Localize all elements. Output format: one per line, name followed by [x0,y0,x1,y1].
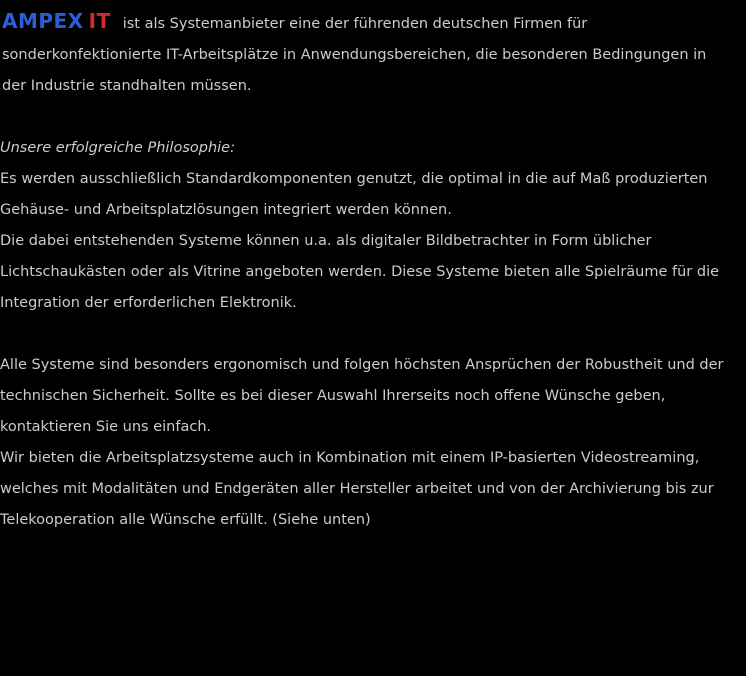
logo-ampex-text: AMPEX [2,9,84,33]
logo-it-text: IT [88,9,111,33]
paragraph-standardkomponenten: Es werden ausschließlich Standardkomponenten genutzt, die optimal in die auf Maß produzierten Gehäuse- und Arbeitsplatzlösungen integriert werden können. [0,171,708,218]
philosophy-heading: Unsere erfolgreiche Philosophie: [0,140,235,156]
spacer-2 [0,319,732,350]
ampex-it-logo [2,6,111,37]
paragraph-ergonomisch: Alle Systeme sind besonders ergonomisch und folgen höchsten Ansprüchen der Robustheit und der technischen Sicherheit. Sollte es bei dieser Auswahl Ihrerseits noch offene Wünsche geben, kontaktieren Sie uns einfach. [0,357,724,435]
lead-paragraph [0,6,732,102]
paragraph-systeme: Die dabei entstehenden Systeme können u.a. als digitaler Bildbetrachter in Form üblicher Lichtschaukästen oder als Vitrine angeboten werden. Diese Systeme bieten alle Spielräume für die Integration der erforderlichen Elektronik. [0,233,720,311]
spacer-1 [0,102,732,133]
paragraph-videostreaming: Wir bieten die Arbeitsplatzsysteme auch in Kombination mit einem IP-basierten Videostreaming, welches mit Modalitäten und Endgeräten aller Hersteller arbeitet und von der Archivierung bis zur Telekooperation alle Wünsche erfüllt. (Siehe unten) [0,450,714,528]
lead-text: ist als Systemanbieter eine der führenden deutschen Firmen für sonderkonfektionierte IT-Arbeitsplätze in Anwendungsbereichen, die besonderen Bedingungen in der Industrie standhalten müssen. [2,16,707,94]
